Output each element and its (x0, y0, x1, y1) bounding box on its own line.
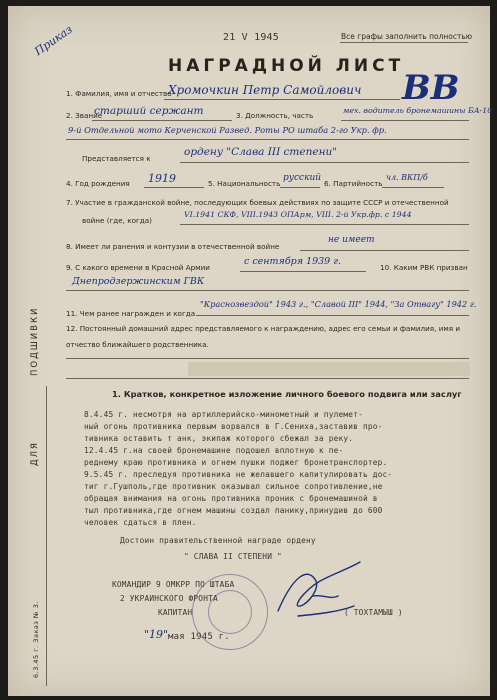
field-address-label-1: 12. Постоянный домашний адрес представляемого к награждению, адрес его семьи и фамилия, имя и (66, 324, 461, 333)
field-nationality-value: русский (283, 173, 322, 183)
margin-handwriting: Приказ (32, 22, 75, 59)
field-wounds-value: не имеет (328, 235, 375, 245)
field-service-label: 9. С какого времени в Красной Армии (66, 263, 210, 272)
field-position-value: мех. водитель бронемашины БА-10 (343, 106, 493, 115)
field-combat-value: VI.1941 СКФ, VIII.1943 ОПАрм, VIII. 2-й Укр.фр. с 1944 (184, 210, 412, 219)
section-heading: 1. Кратков, конкретное изложение личного боевого подвига или заслуг (112, 389, 462, 399)
signatory-rank: КАПИТАН (158, 608, 193, 617)
narrative-line: 12.4.45 г.на своей бронемашине подошел вплотную к пе- (84, 446, 344, 455)
field-wounds-label: 8. Имеет ли ранения и контузии в отечественной войне (66, 242, 280, 251)
field-presented-label: Представляется к (82, 154, 151, 163)
redacted-area (188, 362, 470, 376)
narrative-line: 9.5.45 г. преследуя противника не желавшего капитулировать дос- (84, 470, 393, 479)
field-combat-label-2: войне (где, когда) (82, 216, 152, 225)
field-rvk-value: Днепродзержинским ГВК (72, 276, 205, 287)
field-name-label: 1. Фамилия, имя и отчество (66, 89, 172, 98)
recommendation-text: Достоин правительственной награде ордену (120, 536, 316, 545)
narrative-line: тыл противника,где огнем машины создал панику,принудив до 600 (84, 506, 383, 515)
side-label-middle: ПОДШИВКИ (30, 306, 40, 376)
field-party-label: 6. Партийность (324, 179, 383, 188)
side-label-lower: ДЛЯ (30, 441, 40, 466)
narrative-line: тиг г.Гушполь,где противник оказывал сильное сопротивление,не (84, 482, 383, 491)
recommendation-award: " СЛАВА II СТЕПЕНИ " (184, 552, 282, 561)
signatory-title-2: 2 УКРАИНСКОГО ФРОНТА (120, 594, 218, 603)
narrative-line: тивника оставить т анк, экипаж которого сбежал за реку. (84, 434, 354, 443)
field-rank-label: 2. Звание (66, 111, 103, 120)
header-note: Все графы заполнить полностью (341, 32, 473, 41)
signature-initials: ВВ (402, 68, 460, 108)
field-nationality-label: 5. Национальность (208, 179, 281, 188)
field-position-label: 3. Должность, часть (236, 111, 314, 120)
field-unit-value: 9-й Отдельной мото Керченской Развед. Роты РО штаба 2-го Укр. фр. (68, 125, 387, 135)
handwritten-signature (268, 556, 368, 626)
signatory-title-1: КОМАНДИР 9 ОМКРР ПО ШТАБА (112, 580, 235, 589)
narrative-line: обращая внимания на огонь противника проник с бронемашиной в (84, 494, 378, 503)
field-service-value: с сентября 1939 г. (244, 256, 342, 267)
field-rank-value: старший сержант (94, 105, 204, 117)
narrative-line: реднему краю противника и огнем пушки поджег бронетранспортер. (84, 458, 388, 467)
round-stamp-inner (208, 590, 252, 634)
award-sheet (8, 6, 493, 696)
signed-day: "19" (144, 628, 169, 641)
document-title: НАГРАДНОЙ ЛИСТ (168, 56, 405, 76)
field-birthyear-value: 1919 (148, 172, 176, 185)
field-prev-awards-value: "Краснозвездой" 1943 г., "Славой III" 1944, "За Отвагу" 1942 г. (200, 299, 477, 309)
narrative-line: человек сдаться в плен. (84, 518, 197, 527)
field-address-label-2: отчество ближайшего родственника. (66, 340, 209, 349)
field-name-value: Хромочкин Петр Самойлович (168, 83, 362, 97)
print-code: 6.3.45 г. Заказ № 3. (32, 601, 40, 678)
field-rvk-label: 10. Каким РВК призван (380, 263, 468, 272)
field-party-value: чл. ВКП/б (386, 173, 428, 182)
narrative-line: ный огонь противника первым ворвался в Г.Сениха,заставив про- (84, 422, 383, 431)
field-presented-value: ордену "Слава III степени" (184, 146, 338, 158)
signed-date: мая 1945 г. (168, 632, 230, 642)
field-prev-awards-label: 11. Чем ранее награжден и когда (66, 309, 196, 318)
field-birthyear-label: 4. Год рождения (66, 179, 130, 188)
header-date: 21 V 1945 (223, 32, 279, 43)
narrative-line: 8.4.45 г. несмотря на артиллерийско-минометный и пулемет- (84, 410, 363, 419)
signatory-name: ( ТОХТАМЫШ ) (344, 608, 403, 617)
field-combat-label-1: 7. Участие в гражданской войне, последующих боевых действиях по защите СССР и отечественной (66, 198, 449, 207)
